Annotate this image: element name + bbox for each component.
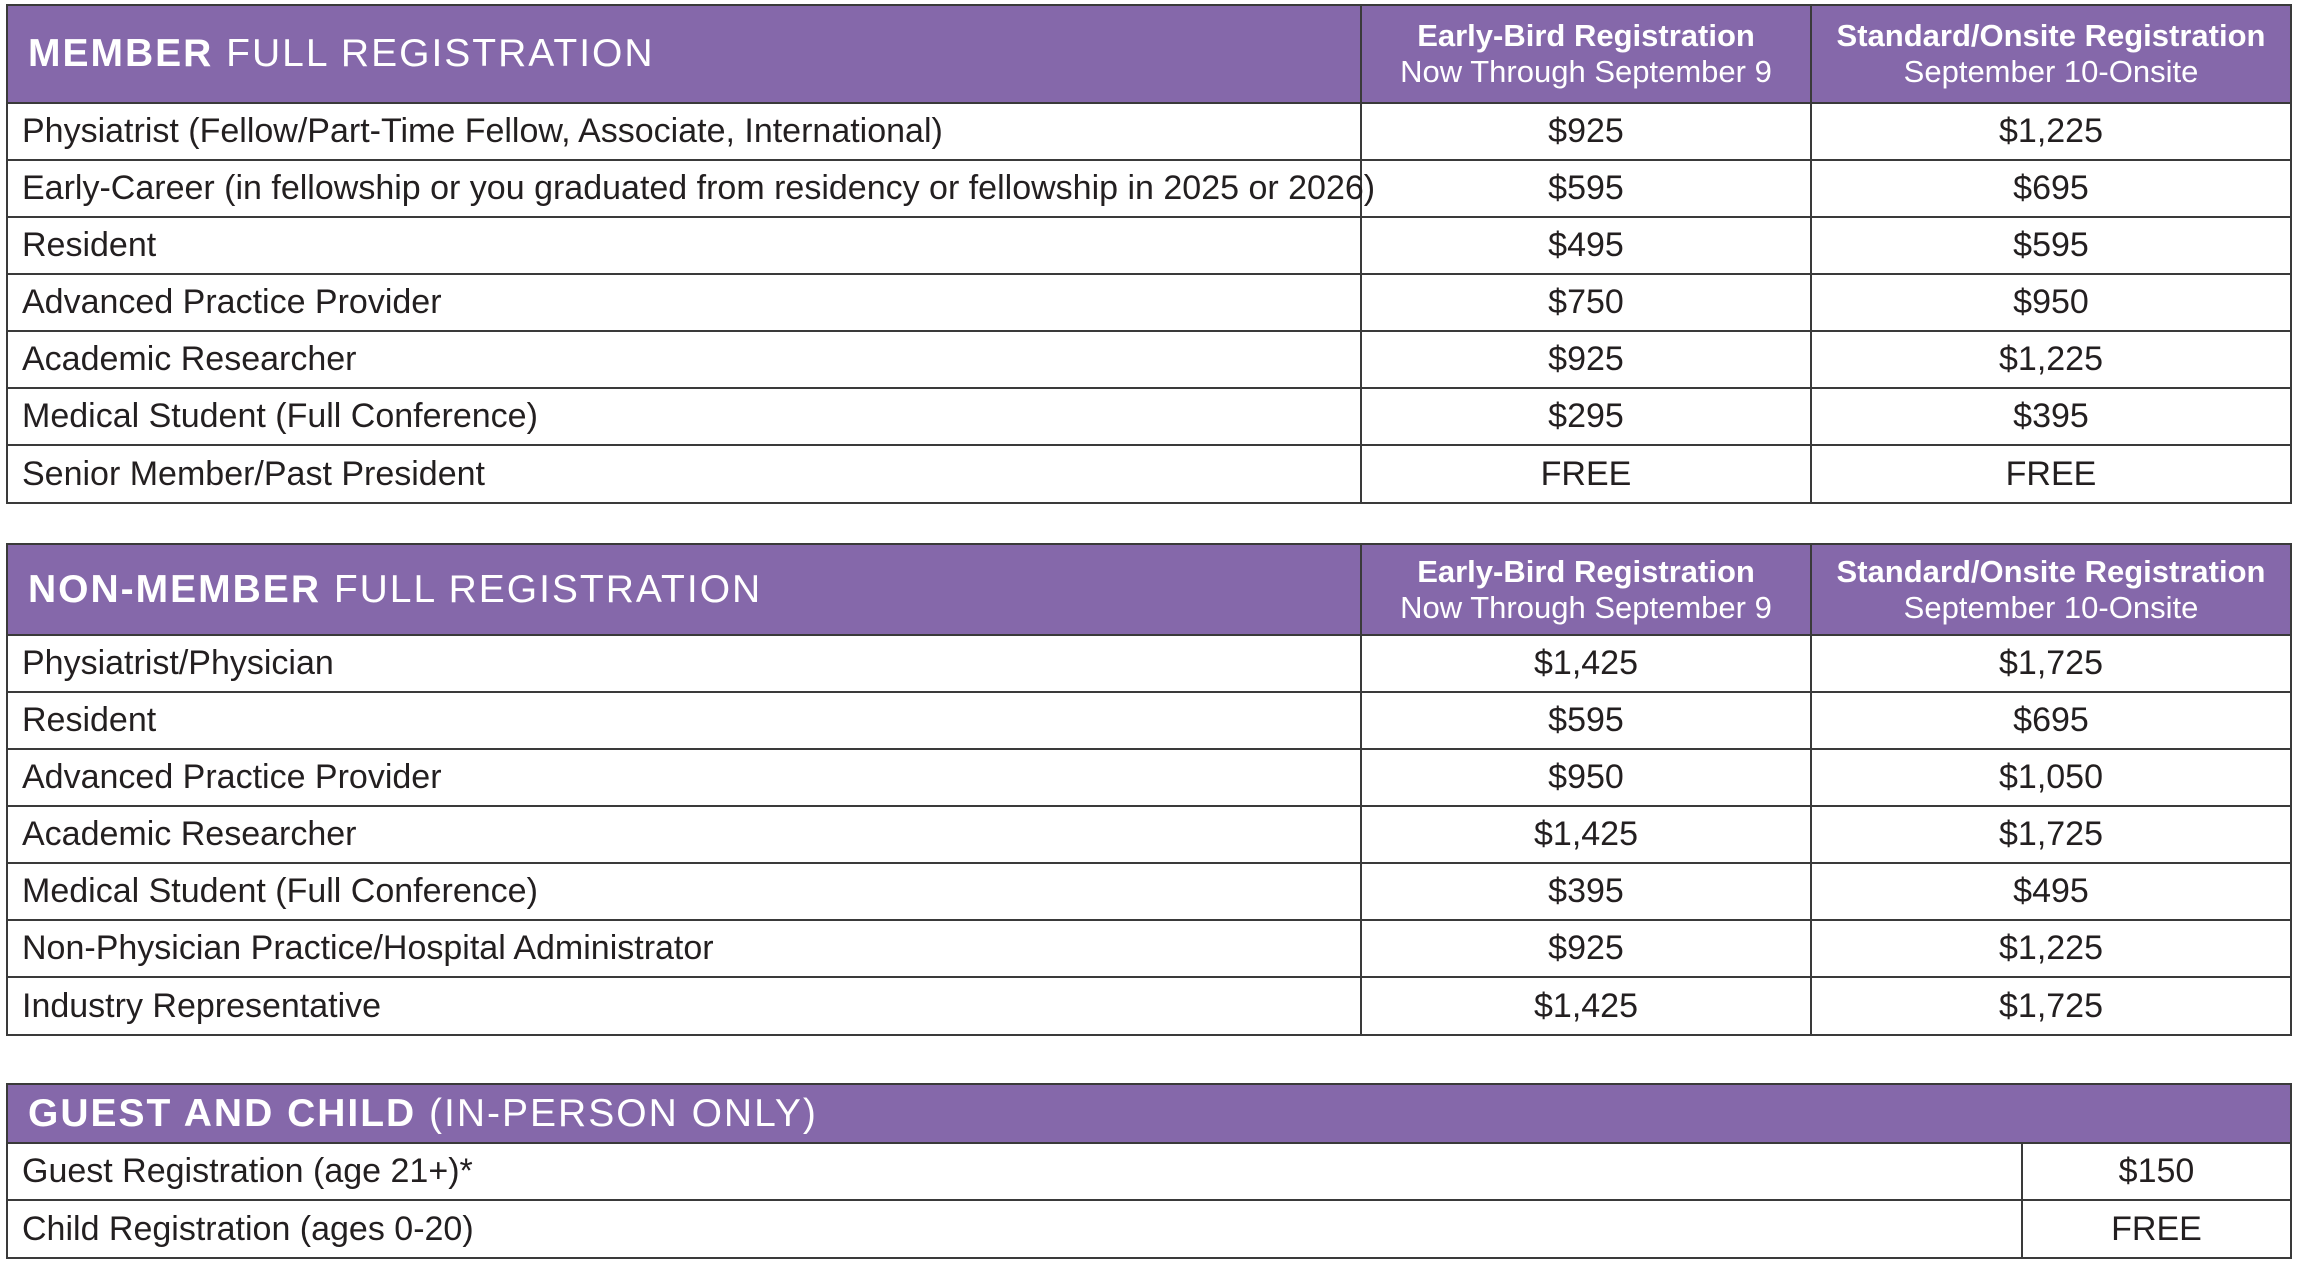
table-row bbox=[8, 445, 2290, 502]
table-row bbox=[8, 806, 2290, 863]
row-label: Early-Career (in fellowship or you graduated from residency or fellowship in 2025 or 2026) bbox=[8, 160, 1361, 217]
table-row bbox=[8, 977, 2290, 1034]
row-label: Industry Representative bbox=[8, 977, 1361, 1034]
standard-price: $595 bbox=[1811, 217, 2290, 274]
standard-price: $695 bbox=[1811, 160, 2290, 217]
early-bird-price: $595 bbox=[1361, 692, 1811, 749]
row-label: Guest Registration (age 21+)* bbox=[8, 1143, 2022, 1200]
price: $150 bbox=[2022, 1143, 2290, 1200]
row-label: Resident bbox=[8, 217, 1361, 274]
table-row bbox=[8, 160, 2290, 217]
row-label: Non-Physician Practice/Hospital Administrator bbox=[8, 920, 1361, 977]
early-bird-price: $925 bbox=[1361, 920, 1811, 977]
non-member-standard-header: Standard/Onsite Registration September 10-Onsite bbox=[1811, 545, 2290, 635]
table-row bbox=[8, 635, 2290, 692]
early-bird-price: FREE bbox=[1361, 445, 1811, 502]
guest-child-registration-table bbox=[6, 1083, 2292, 1259]
row-label: Resident bbox=[8, 692, 1361, 749]
early-bird-price: $925 bbox=[1361, 103, 1811, 160]
early-bird-price: $950 bbox=[1361, 749, 1811, 806]
non-member-table-header bbox=[8, 545, 2290, 635]
standard-price: FREE bbox=[1811, 445, 2290, 502]
table-row bbox=[8, 863, 2290, 920]
table-row bbox=[8, 217, 2290, 274]
early-bird-price: $395 bbox=[1361, 863, 1811, 920]
member-early-bird-header: Early-Bird Registration Now Through September 9 bbox=[1361, 6, 1811, 103]
row-label: Senior Member/Past President bbox=[8, 445, 1361, 502]
row-label: Medical Student (Full Conference) bbox=[8, 388, 1361, 445]
standard-price: $1,225 bbox=[1811, 920, 2290, 977]
table-row bbox=[8, 103, 2290, 160]
guest-child-table-header bbox=[8, 1085, 2290, 1143]
member-section-title: MEMBER FULL REGISTRATION bbox=[8, 6, 1361, 103]
row-label: Physiatrist (Fellow/Part-Time Fellow, Associate, International) bbox=[8, 103, 1361, 160]
row-label: Physiatrist/Physician bbox=[8, 635, 1361, 692]
table-row bbox=[8, 920, 2290, 977]
early-bird-price: $925 bbox=[1361, 331, 1811, 388]
standard-price: $1,225 bbox=[1811, 331, 2290, 388]
early-bird-price: $750 bbox=[1361, 274, 1811, 331]
row-label: Child Registration (ages 0-20) bbox=[8, 1200, 2022, 1257]
standard-price: $950 bbox=[1811, 274, 2290, 331]
non-member-section-title: NON-MEMBER FULL REGISTRATION bbox=[8, 545, 1361, 635]
row-label: Academic Researcher bbox=[8, 806, 1361, 863]
early-bird-price: $295 bbox=[1361, 388, 1811, 445]
standard-price: $1,050 bbox=[1811, 749, 2290, 806]
early-bird-price: $595 bbox=[1361, 160, 1811, 217]
standard-price: $1,725 bbox=[1811, 977, 2290, 1034]
row-label: Academic Researcher bbox=[8, 331, 1361, 388]
row-label: Medical Student (Full Conference) bbox=[8, 863, 1361, 920]
early-bird-price: $1,425 bbox=[1361, 635, 1811, 692]
early-bird-price: $1,425 bbox=[1361, 806, 1811, 863]
guest-child-section-title: GUEST AND CHILD (IN-PERSON ONLY) bbox=[8, 1085, 2290, 1143]
non-member-registration-table bbox=[6, 543, 2292, 1036]
standard-price: $695 bbox=[1811, 692, 2290, 749]
member-registration-table bbox=[6, 4, 2292, 504]
table-row bbox=[8, 331, 2290, 388]
member-standard-header: Standard/Onsite Registration September 10-Onsite bbox=[1811, 6, 2290, 103]
table-row bbox=[8, 1143, 2290, 1200]
member-table-header bbox=[8, 6, 2290, 103]
standard-price: $1,725 bbox=[1811, 635, 2290, 692]
standard-price: $1,725 bbox=[1811, 806, 2290, 863]
standard-price: $395 bbox=[1811, 388, 2290, 445]
table-row bbox=[8, 388, 2290, 445]
table-row bbox=[8, 749, 2290, 806]
table-row bbox=[8, 1200, 2290, 1257]
standard-price: $1,225 bbox=[1811, 103, 2290, 160]
row-label: Advanced Practice Provider bbox=[8, 274, 1361, 331]
early-bird-price: $1,425 bbox=[1361, 977, 1811, 1034]
non-member-early-bird-header: Early-Bird Registration Now Through September 9 bbox=[1361, 545, 1811, 635]
price: FREE bbox=[2022, 1200, 2290, 1257]
row-label: Advanced Practice Provider bbox=[8, 749, 1361, 806]
table-row bbox=[8, 274, 2290, 331]
standard-price: $495 bbox=[1811, 863, 2290, 920]
table-row bbox=[8, 692, 2290, 749]
early-bird-price: $495 bbox=[1361, 217, 1811, 274]
